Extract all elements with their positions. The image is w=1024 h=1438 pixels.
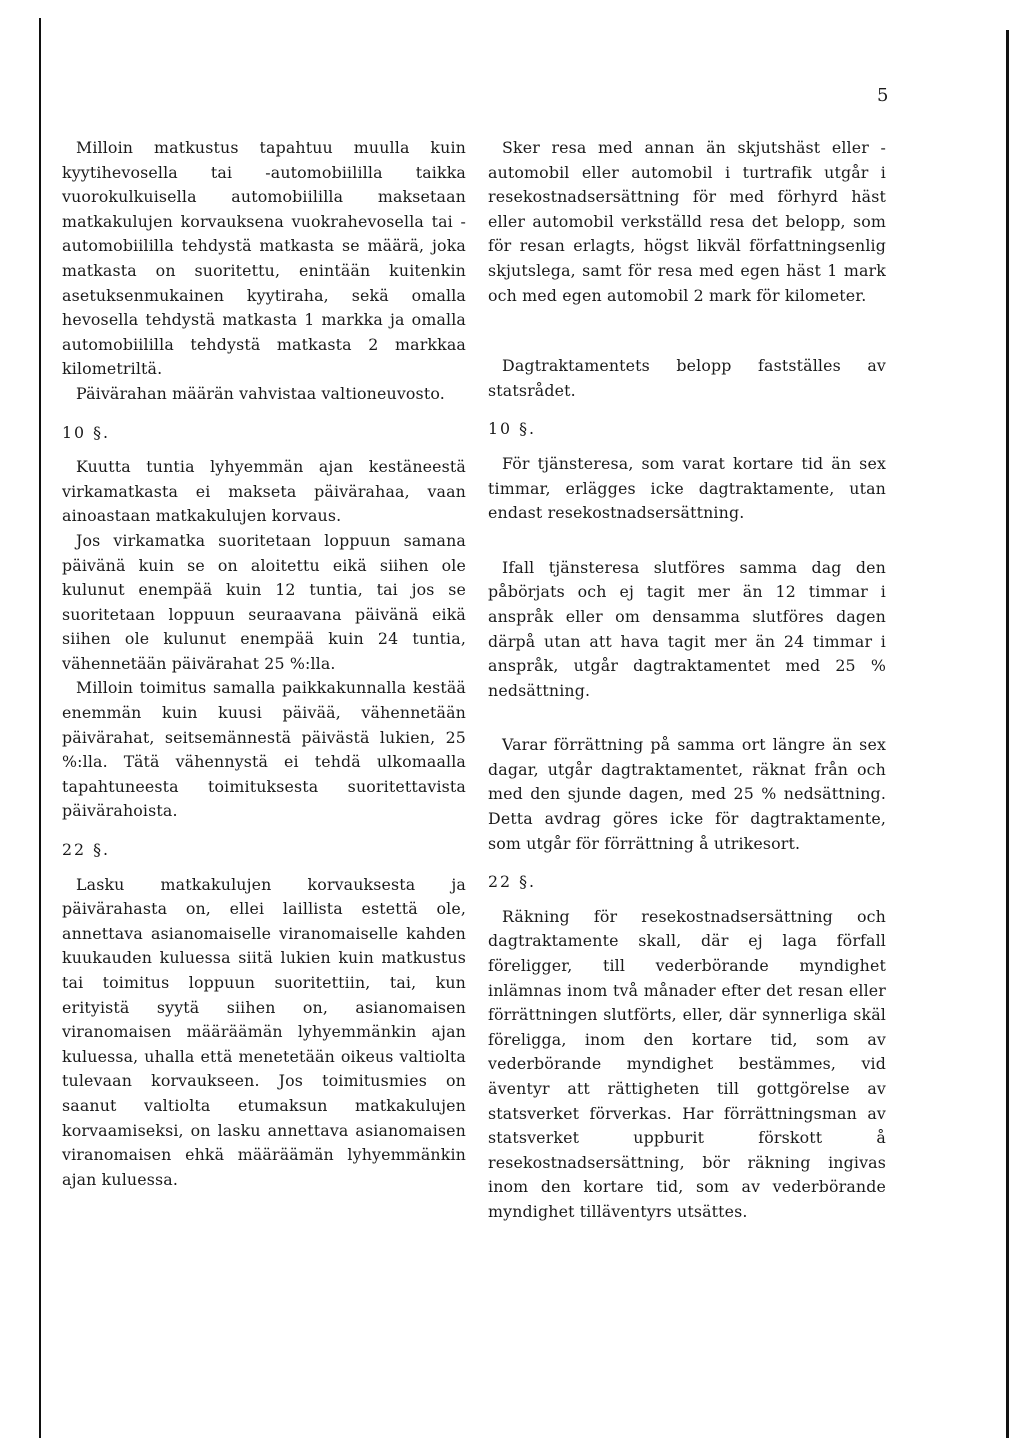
- swedish-paragraph-long-duty: Varar förrättning på samma ort längre än sex dagar, utgår dagtraktamentet, räknat från och med den sjunde dagen, med 25 % nedsättning. Detta avdrag göres icke för dagtraktamente, som utgår för förrättning å utrikesort.: [488, 735, 886, 853]
- swedish-paragraph-invoice: Räkning för resekostnadsersättning och dagtraktamente skall, där ej laga förfall föreligger, till vederbörande myndighet inlämnas inom två månader efter det resan eller förrättningen slutförts, eller, där synnerliga skäl föreligga, inom den kortare tid, som av vederbörande myndighet bestämmes, vid äventyr att rättigheten till gottgörelse av statsverket förverkas. Har förrättningsman av statsverket uppburit förskott å resekostnadsersättning, bör räkning ingivas inom den kortare tid, som av vederbörande myndighet tilläventyrs utsättes.: [488, 906, 886, 1221]
- swedish-section-10-heading: 10 §.: [488, 419, 537, 439]
- swedish-paragraph-short-trip: För tjänsteresa, som varat kortare tid än sex timmar, erlägges icke dagtraktamente, utan endast resekostnadsersättning.: [488, 453, 886, 523]
- finnish-paragraph-travel-costs: Milloin matkustus tapahtuu muulla kuin kyytihevosella tai -automobiililla taikka vuorokulkuisella automobiililla maksetaan matkakulujen korvauksena vuokrahevosella tai -automobiililla tehdystä matkasta se määrä, joka matkasta on suoritettu, enintään kuitenkin asetuksenmukainen kyytiraha, sekä omalla hevosella tehdystä matkasta 1 markka ja omalla automobiililla tehdystä matkasta 2 markkaa kilometriltä.: [62, 138, 466, 379]
- finnish-paragraph-invoice: Lasku matkakulujen korvauksesta ja päivärahasta on, ellei laillista estettä ole, annettava asianomaiselle viranomaiselle kahden kuukauden kuluessa siitä lukien kuin matkustus tai toimitus loppuun suoritettiin, tai, kun erityistä syytä siihen on, asianomaisen viranomaisen määräämän lyhyemmänkin ajan kuluessa, uhalla että menetetään oikeus valtiolta tulevaan korvaukseen. Jos toimitusmies on saanut valtiolta etumaksun matkakulujen korvaamiseksi, on lasku annettava asianomaisen viranomaisen ehkä määräämän lyhyemmänkin ajan kuluessa.: [62, 874, 466, 1189]
- page-number: 5: [877, 85, 889, 106]
- finnish-paragraph-short-trip: Kuutta tuntia lyhyemmän ajan kestäneestä virkamatkasta ei makseta päivärahaa, vaan ainoastaan matkakulujen korvaus.: [62, 457, 466, 526]
- swedish-paragraph-same-day: Ifall tjänsteresa slutföres samma dag den påbörjats och ej tagit mer än 12 timmar i anspråk eller om densamma slutföres dagen därpå utan att hava tagit mer än 24 timmar i anspråk, utgår dagtraktamentet med 25 % nedsättning.: [488, 557, 886, 700]
- swedish-paragraph-daily-allowance: Dagtraktamentets belopp fastställes av statsrådet.: [488, 356, 886, 400]
- left-scan-edge: [39, 18, 41, 1438]
- swedish-paragraph-travel-costs: Sker resa med annan än skjutshäst eller -automobil eller automobil i turtrafik utgår i resekostnadsersättning för med förhyrd häst eller automobil verkställd resa det belopp, som för resan erlagts, högst likväl författningsenlig skjutslega, samt för resa med egen häst 1 mark och med egen automobil 2 mark för kilometer.: [488, 138, 886, 305]
- finnish-paragraph-daily-allowance: Päivärahan määrän vahvistaa valtioneuvosto.: [76, 383, 445, 403]
- finnish-paragraph-same-day: Jos virkamatka suoritetaan loppuun samana päivänä kuin se on aloitettu eikä siihen ole kulunut enempää kuin 12 tuntia, tai jos se suoritetaan loppuun seuraavana päivänä eikä siihen ole kulunut enempää kuin 24 tuntia, vähennetään päivärahat 25 %:lla.: [62, 530, 466, 673]
- right-scan-edge: [1006, 30, 1009, 1438]
- finnish-paragraph-long-duty: Milloin toimitus samalla paikkakunnalla kestää enemmän kuin kuusi päivää, vähennetään päivärahat, seitsemännestä päivästä lukien, 25 %:lla. Tätä vähennystä ei tehdä ulkomaalla tapahtuneesta toimituksesta suoritettavista päivärahoista.: [62, 678, 466, 821]
- swedish-section-22-heading: 22 §.: [488, 872, 537, 892]
- finnish-section-10-heading: 10 §.: [62, 422, 111, 442]
- finnish-column: [62, 136, 466, 1192]
- finnish-section-22-heading: 22 §.: [62, 840, 111, 860]
- swedish-column: [488, 136, 886, 1225]
